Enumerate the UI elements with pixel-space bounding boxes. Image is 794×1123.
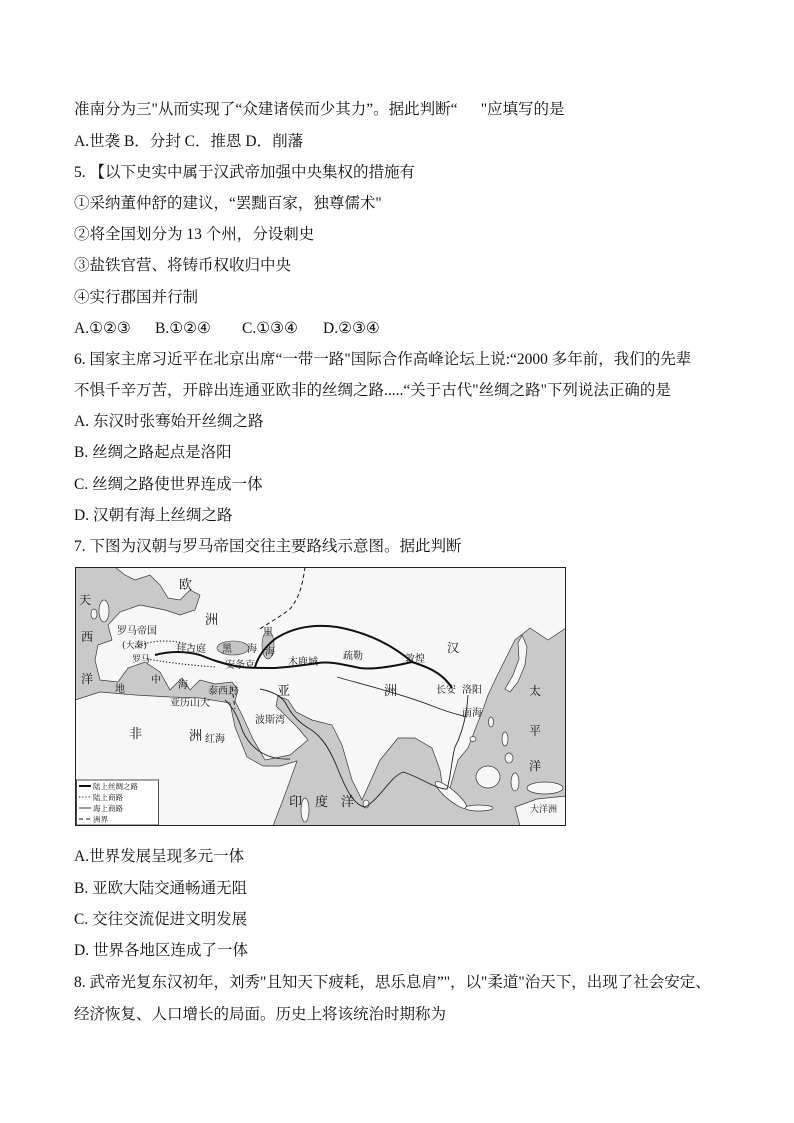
label-antioch: 安条克 bbox=[225, 660, 255, 671]
label-roman-empire: 罗马帝国 bbox=[117, 626, 157, 637]
q5-item-2: ②将全国划分为 13 个州，分设刺史 bbox=[74, 226, 315, 244]
label-luoyang: 洛阳 bbox=[462, 685, 482, 696]
philippines-south bbox=[505, 753, 513, 763]
label-asia-1: 亚 bbox=[277, 684, 291, 699]
q5-item-3: ③盐铁官营、将铸币权收归中央 bbox=[74, 257, 292, 275]
label-byzantium: 拜占庭 bbox=[176, 644, 206, 655]
label-atlantic-3: 洋 bbox=[81, 672, 94, 686]
q6-option-a: A. 东汉时张骞始开丝绸之路 bbox=[74, 413, 264, 431]
ireland-island bbox=[91, 609, 97, 619]
label-merv: 木鹿城 bbox=[288, 657, 318, 668]
questions-upper bbox=[74, 94, 691, 562]
label-pacific-1: 太 bbox=[529, 684, 542, 698]
label-daqin: (大秦) bbox=[122, 641, 148, 651]
q4-stem-tail: 准南分为三"从而实现了“众建诸侯而少其力”。据此判断“ "应填写的是 bbox=[74, 101, 565, 119]
q5-options bbox=[74, 313, 691, 344]
q5-option-b: B.①②④ bbox=[155, 319, 211, 337]
q5-item-1: ①采纳董仲舒的建议，“罢黜百家，独尊儒术" bbox=[74, 194, 382, 212]
label-rome: 罗马 bbox=[132, 655, 151, 665]
label-indian-ocean: 印度洋 bbox=[289, 795, 368, 810]
map-legend bbox=[77, 780, 159, 825]
q7-option-d: D. 世界各地区连成了一体 bbox=[74, 941, 248, 959]
legend-silk-road: 陆上丝绸之路 bbox=[93, 782, 138, 791]
label-pacific-3: 洋 bbox=[529, 759, 542, 773]
philippines-north bbox=[502, 732, 508, 746]
label-mediterranean-2: 中 bbox=[151, 675, 161, 686]
q5-option-c: C.①③④ bbox=[242, 319, 298, 337]
label-europe-2: 洲 bbox=[205, 613, 219, 628]
label-atlantic-2: 西 bbox=[81, 630, 94, 644]
label-asia-2: 洲 bbox=[384, 684, 398, 699]
q7-option-a: A.世界发展呈现多元一体 bbox=[74, 848, 245, 866]
q5-stem: 5. 【以下史实中属于汉武帝加强中央集权的措施有 bbox=[74, 163, 416, 181]
q6-option-c: C. 丝绸之路使世界连成一体 bbox=[74, 475, 263, 493]
label-alexandria: 亚历山大 bbox=[170, 698, 210, 709]
label-red-sea: 红海 bbox=[205, 734, 225, 745]
britain-island bbox=[99, 600, 109, 622]
q5-option-d: D.②③④ bbox=[323, 319, 380, 337]
q7-options bbox=[74, 841, 248, 966]
label-oceania: 大洋洲 bbox=[530, 805, 558, 815]
q5-option-a: A.①②③ bbox=[74, 319, 131, 337]
new-guinea-island bbox=[527, 782, 563, 794]
q8-stem-line-1: 8. 武帝光复东汉初年，刘秀"且知天下疲耗，思乐息肩”"，以"柔道"治天下，出现了社会安定、 bbox=[74, 974, 711, 992]
label-caspian-sea-2: 海 bbox=[265, 647, 275, 658]
hainan-island bbox=[470, 737, 476, 742]
label-south-sea: 南海 bbox=[462, 708, 482, 719]
label-atlantic-1: 天 bbox=[79, 593, 92, 607]
label-ctesiphon: 泰西封 bbox=[208, 686, 238, 697]
label-black-sea-2: 海 bbox=[247, 644, 257, 655]
q7-option-c: C. 交往交流促进文明发展 bbox=[74, 910, 248, 928]
java-island bbox=[465, 805, 493, 811]
label-europe-1: 欧 bbox=[179, 578, 193, 593]
label-pacific-2: 平 bbox=[529, 724, 542, 738]
q6-stem-line-2: 不惧千辛万苦，开辟出连通亚欧非的丝绸之路.....“关于古代"丝绸之路"下列说法正确的是 bbox=[74, 382, 671, 400]
label-africa-2: 洲 bbox=[189, 729, 203, 744]
han-rome-route-map bbox=[75, 567, 566, 826]
legend-border: 洲界 bbox=[93, 815, 108, 824]
borneo-island bbox=[476, 766, 500, 788]
legend-sea-route: 海上商路 bbox=[93, 804, 123, 813]
q7-stem: 7. 下图为汉朝与罗马帝国交往主要路线示意图。据此判断 bbox=[74, 538, 462, 556]
label-han: 汉 bbox=[447, 641, 460, 655]
q8-stem-line-2: 经济恢复、人口增长的局面。历史上将该统治时期称为 bbox=[74, 1005, 447, 1023]
label-mediterranean-1: 地 bbox=[115, 684, 125, 695]
q5-item-4: ④实行郡国并行制 bbox=[74, 288, 199, 306]
q6-option-b: B. 丝绸之路起点是洛阳 bbox=[74, 444, 232, 462]
label-africa-1: 非 bbox=[129, 727, 143, 742]
label-dunhuang: 敦煌 bbox=[405, 654, 425, 665]
label-kashgar: 疏勒 bbox=[343, 651, 363, 662]
label-mediterranean-3: 海 bbox=[178, 680, 188, 691]
q8 bbox=[74, 967, 711, 1029]
q7-option-b: B. 亚欧大陆交通畅通无阻 bbox=[74, 879, 248, 897]
legend-land-route: 陆上商路 bbox=[93, 793, 123, 802]
q4-options: A.世袭 B．分封 C．推恩 D．削藩 bbox=[74, 132, 304, 150]
sulawesi-island bbox=[511, 773, 519, 791]
q6-stem-line-1: 6. 国家主席习近平在北京出席“一带一路"国际合作高峰论坛上说:“2000 多年前，我们的先辈 bbox=[74, 350, 692, 368]
q6-option-d: D. 汉朝有海上丝绸之路 bbox=[74, 506, 233, 524]
label-changan: 长安 bbox=[436, 685, 456, 696]
label-persian-gulf: 波斯湾 bbox=[255, 715, 285, 726]
label-caspian-sea-1: 里 bbox=[263, 627, 273, 638]
label-black-sea-1: 黑 bbox=[222, 644, 232, 655]
taiwan-island bbox=[489, 717, 494, 727]
